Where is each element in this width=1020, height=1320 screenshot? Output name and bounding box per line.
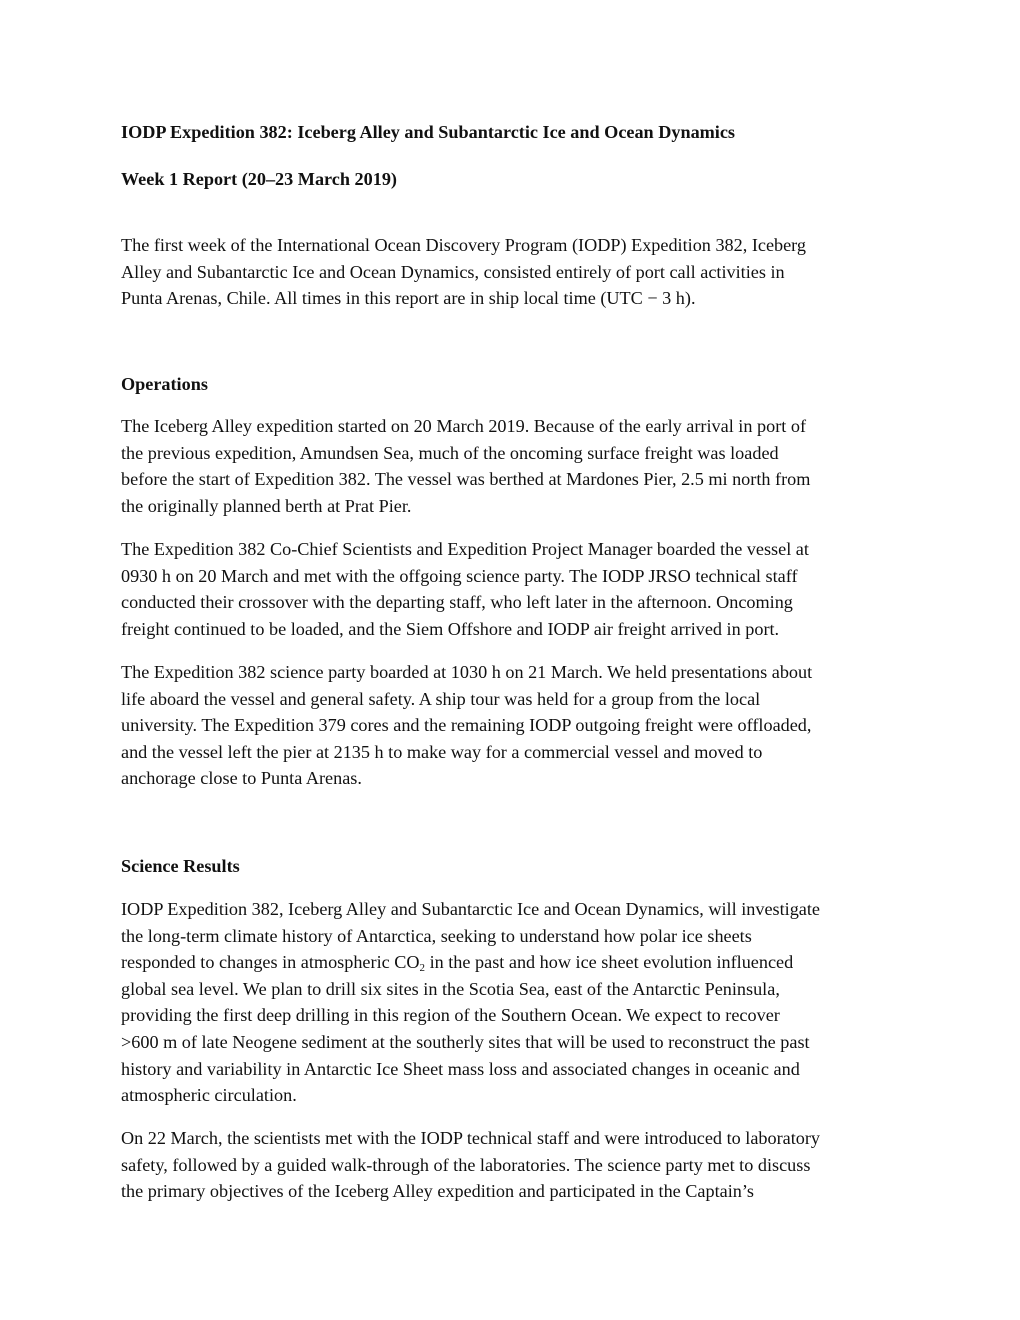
text-line: the primary objectives of the Iceberg Alley expedition and participated in the Captain’s bbox=[121, 1181, 754, 1202]
text-line: 0930 h on 20 March and met with the offgoing science party. The IODP JRSO technical staff bbox=[121, 565, 798, 586]
text-line: atmospheric circulation. bbox=[121, 1085, 297, 1106]
text-line: The Expedition 382 science party boarded at 1030 h on 21 March. We held presentations about bbox=[121, 662, 813, 682]
text-line: and the vessel left the pier at 2135 h to make way for a commercial vessel and moved to bbox=[121, 741, 763, 762]
operations-paragraph-1 bbox=[121, 413, 921, 519]
text-fragment: responded to changes in atmospheric CO bbox=[121, 952, 420, 973]
text-line: The first week of the International Ocean Discovery Program (IODP) Expedition 382, Iceberg bbox=[121, 235, 807, 255]
text-line: freight continued to be loaded, and the Siem Offshore and IODP air freight arrived in port. bbox=[121, 618, 780, 639]
text-line: conducted their crossover with the departing staff, who left later in the afternoon. Oncoming bbox=[121, 592, 793, 613]
text-line: the previous expedition, Amundsen Sea, much of the oncoming surface freight was loaded bbox=[121, 442, 779, 463]
subscript-2: 2 bbox=[419, 962, 426, 975]
text-line: >600 m of late Neogene sediment at the southerly sites that will be used to reconstruct the past bbox=[121, 1031, 810, 1052]
text-line: providing the first deep drilling in this region of the Southern Ocean. We expect to recover bbox=[121, 1005, 780, 1026]
text-line: safety, followed by a guided walk-through of the laboratories. The science party met to discuss bbox=[121, 1154, 811, 1175]
text-line: The Iceberg Alley expedition started on 20 March 2019. Because of the early arrival in port of bbox=[121, 416, 806, 436]
text-line: Alley and Subantarctic Ice and Ocean Dynamics, consisted entirely of port call activities in bbox=[121, 261, 785, 282]
document-title: IODP Expedition 382: Iceberg Alley and Subantarctic Ice and Ocean Dynamics bbox=[121, 122, 736, 142]
science-paragraph-2 bbox=[121, 1125, 921, 1205]
text-line bbox=[121, 949, 921, 976]
operations-paragraph-3 bbox=[121, 659, 921, 792]
intro-paragraph bbox=[121, 232, 921, 312]
text-line: life aboard the vessel and general safety. A ship tour was held for a group from the local bbox=[121, 688, 761, 709]
operations-heading: Operations bbox=[121, 374, 208, 394]
text-line: The Expedition 382 Co-Chief Scientists and Expedition Project Manager boarded the vessel at bbox=[121, 539, 809, 559]
text-line: the originally planned berth at Prat Pier. bbox=[121, 495, 412, 516]
text-fragment: in the past and how ice sheet evolution influenced bbox=[425, 952, 794, 973]
science-results-heading: Science Results bbox=[121, 856, 240, 876]
text-line: university. The Expedition 379 cores and the remaining IODP outgoing freight were offloaded, bbox=[121, 715, 812, 736]
text-line: IODP Expedition 382, Iceberg Alley and Subantarctic Ice and Ocean Dynamics, will investigate bbox=[121, 899, 821, 919]
text-line: global sea level. We plan to drill six sites in the Scotia Sea, east of the Antarctic Peninsula, bbox=[121, 978, 780, 999]
text-line: before the start of Expedition 382. The vessel was berthed at Mardones Pier, 2.5 mi north from bbox=[121, 469, 811, 490]
report-subtitle: Week 1 Report (20–23 March 2019) bbox=[121, 169, 397, 189]
operations-paragraph-2 bbox=[121, 536, 921, 642]
text-line: anchorage close to Punta Arenas. bbox=[121, 768, 362, 789]
text-line: the long-term climate history of Antarctica, seeking to understand how polar ice sheets bbox=[121, 925, 752, 946]
text-line: Punta Arenas, Chile. All times in this report are in ship local time (UTC − 3 h). bbox=[121, 288, 696, 309]
text-line: On 22 March, the scientists met with the IODP technical staff and were introduced to laboratory bbox=[121, 1128, 821, 1148]
science-paragraph-1 bbox=[121, 896, 921, 1109]
text-line: history and variability in Antarctic Ice Sheet mass loss and associated changes in oceanic and bbox=[121, 1058, 800, 1079]
